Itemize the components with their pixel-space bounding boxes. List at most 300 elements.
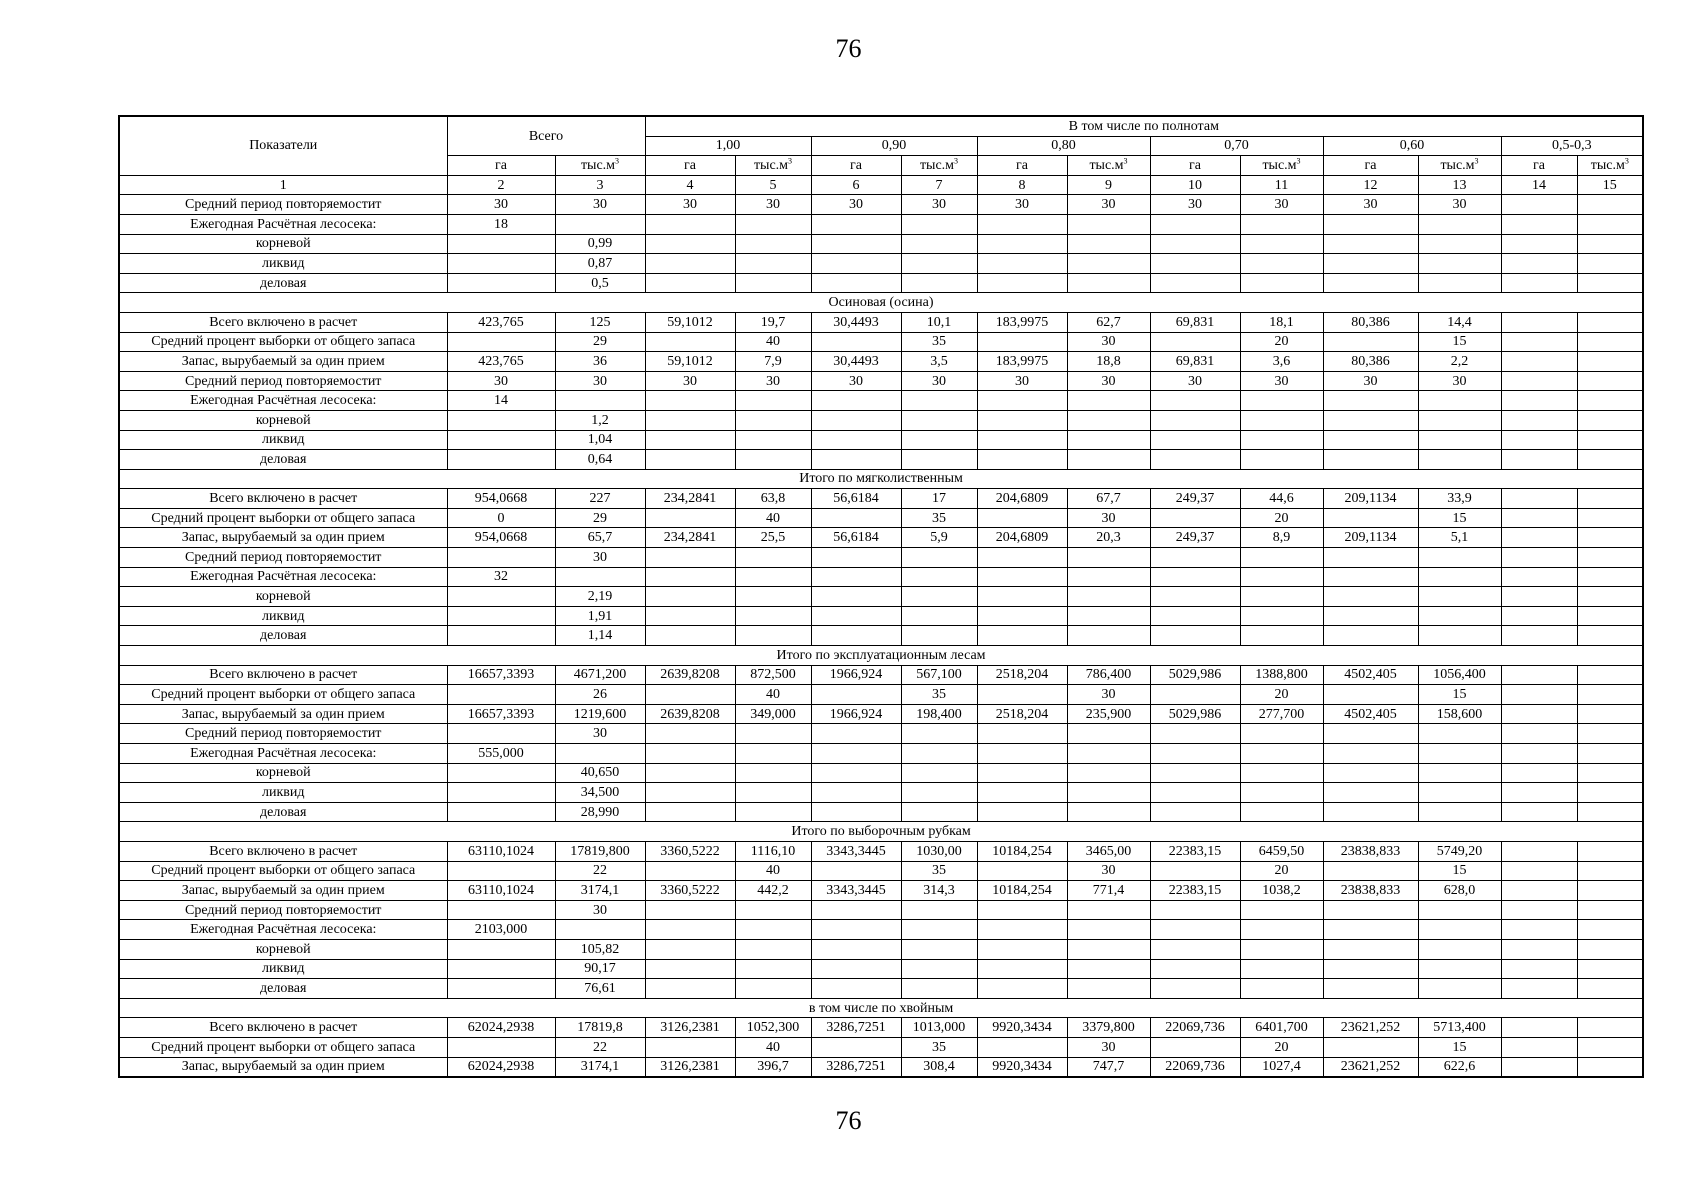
row-label: Средний процент выборки от общего запаса bbox=[119, 861, 447, 881]
table-cell: 17 bbox=[901, 489, 977, 509]
table-cell: 30 bbox=[555, 724, 645, 744]
table-cell bbox=[1150, 430, 1240, 450]
table-cell bbox=[811, 332, 901, 352]
table-cell bbox=[735, 763, 811, 783]
table-cell bbox=[1323, 273, 1418, 293]
table-cell bbox=[1501, 900, 1577, 920]
table-cell bbox=[1501, 352, 1577, 372]
table-cell bbox=[1150, 567, 1240, 587]
table-cell bbox=[1418, 626, 1501, 646]
unit-volume-text: тыс.м bbox=[1089, 157, 1124, 173]
table-cell: 1013,000 bbox=[901, 1018, 977, 1038]
table-cell: 30 bbox=[1067, 371, 1150, 391]
table-cell bbox=[1067, 744, 1150, 764]
table-cell bbox=[735, 587, 811, 607]
row-label: Средний период повторяемостит bbox=[119, 724, 447, 744]
header-unit-ha: га bbox=[977, 156, 1067, 176]
table-cell: 5029,986 bbox=[1150, 704, 1240, 724]
table-cell bbox=[1418, 744, 1501, 764]
table-cell: 30 bbox=[1067, 1037, 1150, 1057]
table-cell: 1219,600 bbox=[555, 704, 645, 724]
section-title: Итого по мягколиственным bbox=[119, 469, 1643, 489]
table-row bbox=[119, 332, 1643, 352]
table-cell: 235,900 bbox=[1067, 704, 1150, 724]
table-cell bbox=[977, 1037, 1067, 1057]
table-cell bbox=[1577, 430, 1643, 450]
table-cell bbox=[901, 939, 977, 959]
table-cell: 2518,204 bbox=[977, 704, 1067, 724]
table-cell: 249,37 bbox=[1150, 528, 1240, 548]
table-cell bbox=[977, 979, 1067, 999]
table-cell: 25,5 bbox=[735, 528, 811, 548]
table-row bbox=[119, 665, 1643, 685]
header-unit-ha: га bbox=[645, 156, 735, 176]
table-cell bbox=[1240, 410, 1323, 430]
table-cell bbox=[735, 959, 811, 979]
table-cell bbox=[555, 744, 645, 764]
section-title: Итого по выборочным рубкам bbox=[119, 822, 1643, 842]
table-cell: 30,4493 bbox=[811, 352, 901, 372]
table-cell bbox=[735, 450, 811, 470]
table-cell: 5713,400 bbox=[1418, 1018, 1501, 1038]
table-cell: 15 bbox=[1418, 508, 1501, 528]
header-unit-volume bbox=[1067, 156, 1150, 176]
table-row bbox=[119, 1057, 1643, 1077]
table-cell bbox=[1577, 881, 1643, 901]
table-cell bbox=[1323, 332, 1418, 352]
table-cell bbox=[1501, 489, 1577, 509]
row-label: деловая bbox=[119, 802, 447, 822]
row-label: корневой bbox=[119, 763, 447, 783]
table-cell bbox=[447, 783, 555, 803]
table-cell bbox=[447, 959, 555, 979]
table-cell bbox=[1577, 685, 1643, 705]
table-cell bbox=[977, 410, 1067, 430]
table-cell: 20,3 bbox=[1067, 528, 1150, 548]
table-cell: 1,2 bbox=[555, 410, 645, 430]
table-cell: 18,8 bbox=[1067, 352, 1150, 372]
row-label: Запас, вырубаемый за один прием bbox=[119, 881, 447, 901]
table-cell: 0,99 bbox=[555, 234, 645, 254]
table-cell bbox=[977, 254, 1067, 274]
table-cell bbox=[447, 450, 555, 470]
table-cell bbox=[1150, 587, 1240, 607]
table-row bbox=[119, 979, 1643, 999]
table-cell: 198,400 bbox=[901, 704, 977, 724]
table-cell bbox=[1150, 979, 1240, 999]
table-cell bbox=[1323, 254, 1418, 274]
table-cell bbox=[645, 802, 735, 822]
table-cell bbox=[1240, 254, 1323, 274]
table-cell bbox=[1418, 900, 1501, 920]
table-cell: 30 bbox=[555, 548, 645, 568]
table-cell: 29 bbox=[555, 332, 645, 352]
table-cell bbox=[1067, 450, 1150, 470]
table-cell: 69,831 bbox=[1150, 312, 1240, 332]
table-cell bbox=[901, 430, 977, 450]
table-cell: 183,9975 bbox=[977, 312, 1067, 332]
table-cell bbox=[1067, 273, 1150, 293]
table-cell bbox=[1067, 430, 1150, 450]
column-number: 3 bbox=[555, 175, 645, 195]
table-cell bbox=[1501, 312, 1577, 332]
table-cell: 3,5 bbox=[901, 352, 977, 372]
column-number: 12 bbox=[1323, 175, 1418, 195]
table-cell bbox=[1577, 371, 1643, 391]
table-cell bbox=[977, 959, 1067, 979]
table-cell: 15 bbox=[1418, 332, 1501, 352]
table-cell bbox=[447, 606, 555, 626]
table-cell: 4502,405 bbox=[1323, 704, 1418, 724]
table-cell bbox=[901, 979, 977, 999]
table-cell bbox=[735, 548, 811, 568]
table-cell bbox=[1323, 567, 1418, 587]
table-cell bbox=[977, 234, 1067, 254]
table-cell bbox=[1150, 391, 1240, 411]
unit-volume-text: тыс.м bbox=[1262, 157, 1297, 173]
table-cell bbox=[1323, 234, 1418, 254]
table-cell: 40 bbox=[735, 332, 811, 352]
column-number: 9 bbox=[1067, 175, 1150, 195]
table-cell bbox=[1067, 920, 1150, 940]
row-label: Запас, вырубаемый за один прием bbox=[119, 352, 447, 372]
table-cell: 249,37 bbox=[1150, 489, 1240, 509]
table-cell bbox=[901, 254, 977, 274]
table-cell bbox=[1150, 410, 1240, 430]
table-cell bbox=[977, 626, 1067, 646]
table-cell bbox=[645, 430, 735, 450]
table-cell bbox=[1501, 920, 1577, 940]
table-cell bbox=[1150, 273, 1240, 293]
row-label: Всего включено в расчет bbox=[119, 312, 447, 332]
table-cell bbox=[1501, 959, 1577, 979]
table-cell bbox=[1240, 234, 1323, 254]
table-cell bbox=[645, 763, 735, 783]
table-cell bbox=[1501, 567, 1577, 587]
table-cell: 30 bbox=[1240, 195, 1323, 215]
row-label: Запас, вырубаемый за один прием bbox=[119, 704, 447, 724]
table-cell: 10,1 bbox=[901, 312, 977, 332]
table-cell: 44,6 bbox=[1240, 489, 1323, 509]
table-cell bbox=[1418, 548, 1501, 568]
table-cell bbox=[977, 567, 1067, 587]
table-cell: 396,7 bbox=[735, 1057, 811, 1077]
table-cell bbox=[645, 410, 735, 430]
table-cell: 80,386 bbox=[1323, 312, 1418, 332]
table-cell: 954,0668 bbox=[447, 528, 555, 548]
table-cell bbox=[1577, 587, 1643, 607]
table-cell: 15 bbox=[1418, 685, 1501, 705]
table-cell bbox=[645, 744, 735, 764]
table-cell bbox=[1418, 254, 1501, 274]
table-cell bbox=[1577, 548, 1643, 568]
table-cell bbox=[1418, 783, 1501, 803]
table-cell bbox=[1501, 665, 1577, 685]
table-cell bbox=[1577, 450, 1643, 470]
table-cell bbox=[735, 410, 811, 430]
table-cell: 20 bbox=[1240, 1037, 1323, 1057]
table-cell: 2639,8208 bbox=[645, 665, 735, 685]
table-cell: 30 bbox=[977, 371, 1067, 391]
unit-volume-text: тыс.м bbox=[919, 157, 955, 173]
table-cell: 10184,254 bbox=[977, 841, 1067, 861]
section-title: в том числе по хвойным bbox=[119, 998, 1643, 1018]
table-cell bbox=[1323, 587, 1418, 607]
table-cell bbox=[977, 802, 1067, 822]
row-label: ликвид bbox=[119, 783, 447, 803]
table-cell bbox=[901, 626, 977, 646]
table-cell: 59,1012 bbox=[645, 352, 735, 372]
table-cell bbox=[447, 332, 555, 352]
table-cell: 423,765 bbox=[447, 312, 555, 332]
column-number: 4 bbox=[645, 175, 735, 195]
table-cell bbox=[645, 861, 735, 881]
table-cell bbox=[1240, 979, 1323, 999]
table-cell bbox=[1501, 606, 1577, 626]
table-cell bbox=[1577, 489, 1643, 509]
table-cell: 3360,5222 bbox=[645, 881, 735, 901]
table-cell bbox=[735, 430, 811, 450]
table-cell bbox=[1240, 802, 1323, 822]
table-cell bbox=[1577, 763, 1643, 783]
row-label: Средний период повторяемостит bbox=[119, 371, 447, 391]
table-cell: 30 bbox=[1418, 195, 1501, 215]
table-row bbox=[119, 783, 1643, 803]
table-cell bbox=[1418, 567, 1501, 587]
table-cell bbox=[1577, 802, 1643, 822]
table-cell bbox=[1067, 410, 1150, 430]
table-cell bbox=[1577, 1057, 1643, 1077]
row-label: ликвид bbox=[119, 959, 447, 979]
table-cell bbox=[977, 763, 1067, 783]
table-cell: 20 bbox=[1240, 685, 1323, 705]
table-cell bbox=[1067, 939, 1150, 959]
table-cell bbox=[555, 567, 645, 587]
table-cell bbox=[1577, 626, 1643, 646]
table-cell bbox=[1418, 763, 1501, 783]
table-cell: 423,765 bbox=[447, 352, 555, 372]
table-cell: 4502,405 bbox=[1323, 665, 1418, 685]
unit-volume-text: тыс.м bbox=[580, 157, 616, 173]
table-cell bbox=[811, 685, 901, 705]
table-row bbox=[119, 685, 1643, 705]
row-label: Запас, вырубаемый за один прием bbox=[119, 528, 447, 548]
forest-felling-table bbox=[118, 115, 1644, 1078]
table-cell bbox=[1501, 724, 1577, 744]
table-cell: 76,61 bbox=[555, 979, 645, 999]
header-density: 0,80 bbox=[977, 136, 1150, 156]
row-label: корневой bbox=[119, 587, 447, 607]
table-cell bbox=[447, 1037, 555, 1057]
table-cell bbox=[1418, 959, 1501, 979]
table-cell: 32 bbox=[447, 567, 555, 587]
table-cell bbox=[735, 920, 811, 940]
table-cell bbox=[977, 920, 1067, 940]
unit-volume-text: тыс.м bbox=[753, 157, 789, 173]
table-cell: 30 bbox=[1323, 195, 1418, 215]
table-cell bbox=[901, 724, 977, 744]
row-label: корневой bbox=[119, 939, 447, 959]
table-cell bbox=[447, 763, 555, 783]
unit-volume-text: тыс.м bbox=[1590, 157, 1625, 173]
table-cell bbox=[977, 724, 1067, 744]
table-cell bbox=[447, 724, 555, 744]
row-label: Ежегодная Расчётная лесосека: bbox=[119, 391, 447, 411]
table-cell bbox=[1501, 332, 1577, 352]
table-cell: 1,91 bbox=[555, 606, 645, 626]
table-cell: 18 bbox=[447, 214, 555, 234]
table-row bbox=[119, 1037, 1643, 1057]
table-cell bbox=[1577, 665, 1643, 685]
table-cell bbox=[901, 567, 977, 587]
table-cell bbox=[811, 410, 901, 430]
table-cell bbox=[1577, 744, 1643, 764]
table-row bbox=[119, 489, 1643, 509]
table-cell: 204,6809 bbox=[977, 528, 1067, 548]
table-cell bbox=[447, 939, 555, 959]
header-indicators: Показатели bbox=[119, 116, 447, 175]
table-cell bbox=[1418, 606, 1501, 626]
table-cell bbox=[1577, 312, 1643, 332]
table-cell bbox=[901, 920, 977, 940]
table-cell bbox=[1150, 214, 1240, 234]
table-cell bbox=[735, 606, 811, 626]
row-label: деловая bbox=[119, 450, 447, 470]
table-cell bbox=[1418, 391, 1501, 411]
header-unit-ha: га bbox=[447, 156, 555, 176]
table-cell bbox=[1577, 979, 1643, 999]
table-cell bbox=[1418, 802, 1501, 822]
table-cell bbox=[1577, 195, 1643, 215]
table-cell bbox=[1150, 959, 1240, 979]
table-cell bbox=[901, 548, 977, 568]
table-cell bbox=[1067, 548, 1150, 568]
table-cell bbox=[645, 939, 735, 959]
table-cell: 22 bbox=[555, 1037, 645, 1057]
header-unit-volume bbox=[735, 156, 811, 176]
table-cell: 30 bbox=[1323, 371, 1418, 391]
header-unit-ha: га bbox=[1323, 156, 1418, 176]
table-cell bbox=[1501, 450, 1577, 470]
table-cell bbox=[1240, 783, 1323, 803]
header-unit-ha: га bbox=[1150, 156, 1240, 176]
header-density: 0,90 bbox=[811, 136, 977, 156]
table-cell bbox=[811, 724, 901, 744]
table-cell bbox=[977, 430, 1067, 450]
table-cell: 56,6184 bbox=[811, 528, 901, 548]
column-number: 11 bbox=[1240, 175, 1323, 195]
table-cell bbox=[447, 802, 555, 822]
table-cell: 40,650 bbox=[555, 763, 645, 783]
column-number: 15 bbox=[1577, 175, 1643, 195]
row-label: ликвид bbox=[119, 254, 447, 274]
header-unit-volume bbox=[901, 156, 977, 176]
table-cell: 30 bbox=[645, 195, 735, 215]
header-unit-ha: га bbox=[811, 156, 901, 176]
table-cell bbox=[1067, 254, 1150, 274]
table-cell bbox=[1150, 724, 1240, 744]
table-cell: 19,7 bbox=[735, 312, 811, 332]
row-label: деловая bbox=[119, 626, 447, 646]
table-cell: 183,9975 bbox=[977, 352, 1067, 372]
table-cell bbox=[1150, 508, 1240, 528]
table-cell bbox=[1323, 214, 1418, 234]
table-cell bbox=[1150, 332, 1240, 352]
table-row bbox=[119, 273, 1643, 293]
table-cell: 63,8 bbox=[735, 489, 811, 509]
table-cell bbox=[645, 626, 735, 646]
table-cell: 954,0668 bbox=[447, 489, 555, 509]
row-label: Средний процент выборки от общего запаса bbox=[119, 685, 447, 705]
table-cell bbox=[1501, 939, 1577, 959]
table-cell bbox=[645, 979, 735, 999]
table-cell bbox=[645, 920, 735, 940]
column-number: 8 bbox=[977, 175, 1067, 195]
table-cell: 22383,15 bbox=[1150, 881, 1240, 901]
table-cell bbox=[735, 214, 811, 234]
table-cell: 33,9 bbox=[1418, 489, 1501, 509]
table-cell bbox=[1240, 939, 1323, 959]
table-cell: 2518,204 bbox=[977, 665, 1067, 685]
page-number-top: 76 bbox=[835, 34, 862, 63]
table-cell bbox=[447, 626, 555, 646]
table-cell: 30 bbox=[1418, 371, 1501, 391]
table-cell bbox=[645, 391, 735, 411]
row-label: Всего включено в расчет bbox=[119, 665, 447, 685]
table-cell bbox=[1418, 273, 1501, 293]
table-cell: 30 bbox=[901, 195, 977, 215]
table-cell bbox=[1418, 587, 1501, 607]
table-cell bbox=[1323, 548, 1418, 568]
table-cell: 40 bbox=[735, 1037, 811, 1057]
table-cell bbox=[901, 234, 977, 254]
table-cell bbox=[1577, 528, 1643, 548]
table-cell: 771,4 bbox=[1067, 881, 1150, 901]
table-cell bbox=[977, 273, 1067, 293]
table-cell: 56,6184 bbox=[811, 489, 901, 509]
table-cell bbox=[1150, 744, 1240, 764]
section-row bbox=[119, 822, 1643, 842]
table-cell bbox=[645, 273, 735, 293]
table-cell bbox=[901, 587, 977, 607]
table-cell bbox=[447, 254, 555, 274]
table-cell bbox=[811, 391, 901, 411]
table-cell: 3126,2381 bbox=[645, 1018, 735, 1038]
table-cell: 1116,10 bbox=[735, 841, 811, 861]
table-cell bbox=[1067, 626, 1150, 646]
table-cell: 442,2 bbox=[735, 881, 811, 901]
table-cell bbox=[1501, 508, 1577, 528]
table-cell: 35 bbox=[901, 685, 977, 705]
table-cell bbox=[977, 587, 1067, 607]
table-cell bbox=[735, 234, 811, 254]
row-label: Ежегодная Расчётная лесосека: bbox=[119, 920, 447, 940]
table-cell bbox=[447, 234, 555, 254]
header-density: 0,5-0,3 bbox=[1501, 136, 1643, 156]
table-cell bbox=[1577, 1037, 1643, 1057]
table-cell bbox=[1577, 254, 1643, 274]
table-row bbox=[119, 312, 1643, 332]
table-cell bbox=[1577, 214, 1643, 234]
table-cell bbox=[1577, 606, 1643, 626]
table-cell bbox=[811, 979, 901, 999]
table-cell bbox=[1501, 254, 1577, 274]
table-cell bbox=[1323, 685, 1418, 705]
row-label: Средний период повторяемостит bbox=[119, 548, 447, 568]
table-cell: 15 bbox=[1418, 1037, 1501, 1057]
table-cell: 1966,924 bbox=[811, 665, 901, 685]
table-cell: 3465,00 bbox=[1067, 841, 1150, 861]
